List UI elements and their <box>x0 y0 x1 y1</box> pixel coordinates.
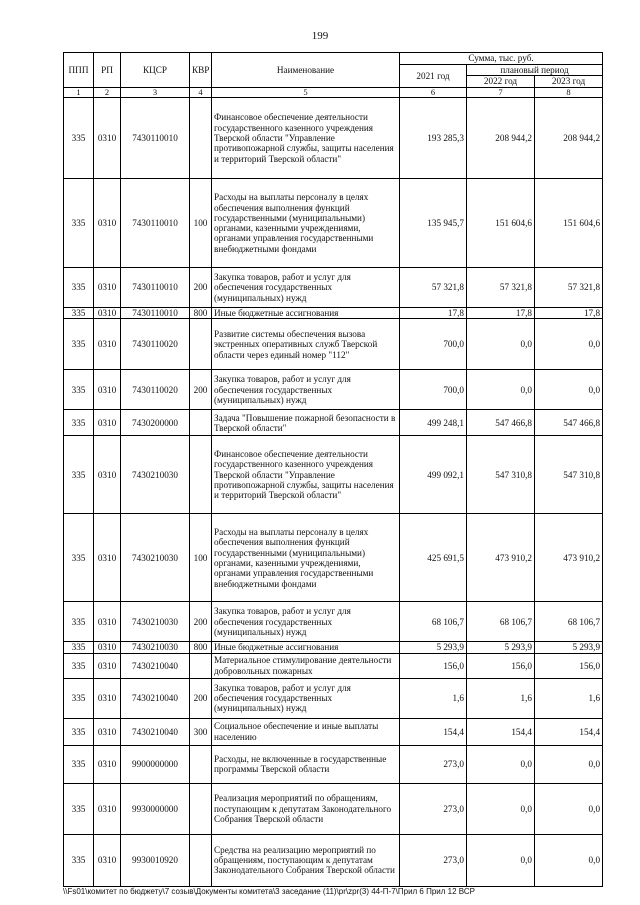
cell-2021: 273,0 <box>400 783 467 834</box>
cell-2022: 68 106,7 <box>467 602 535 642</box>
cell-name: Иные бюджетные ассигнования <box>212 642 400 653</box>
column-number-row <box>64 87 603 98</box>
table-row <box>64 678 603 718</box>
cell-ppp: 335 <box>64 514 94 602</box>
cell-2021: 154,4 <box>400 718 467 745</box>
table-row <box>64 98 603 179</box>
cell-ppp: 335 <box>64 718 94 745</box>
cell-ppp: 335 <box>64 308 94 319</box>
cell-2022: 547 310,8 <box>467 436 535 514</box>
cell-2022: 547 466,8 <box>467 410 535 436</box>
table-row <box>64 179 603 268</box>
table-row <box>64 514 603 602</box>
cell-2023: 0,0 <box>535 783 603 834</box>
cell-rp: 0310 <box>94 436 121 514</box>
cell-rp: 0310 <box>94 602 121 642</box>
table-row <box>64 745 603 783</box>
cell-rp: 0310 <box>94 410 121 436</box>
cell-2023: 68 106,7 <box>535 602 603 642</box>
cell-name: Средства на реализацию мероприятий по обращениям, поступающим к депутатам Законодательного Собрания Тверской области <box>212 834 400 886</box>
table-row <box>64 834 603 886</box>
header-year-2023: 2023 год <box>535 76 603 87</box>
header-kvr: КВР <box>190 53 212 88</box>
table-row <box>64 783 603 834</box>
cell-2021: 1,6 <box>400 678 467 718</box>
col-num: 6 <box>400 87 467 98</box>
cell-2022: 473 910,2 <box>467 514 535 602</box>
cell-2023: 547 310,8 <box>535 436 603 514</box>
cell-kvr <box>190 319 212 370</box>
cell-2023: 547 466,8 <box>535 410 603 436</box>
cell-kcsr: 7430110010 <box>121 179 190 268</box>
cell-2021: 193 285,3 <box>400 98 467 179</box>
cell-2023: 151 604,6 <box>535 179 603 268</box>
cell-2022: 208 944,2 <box>467 98 535 179</box>
cell-kcsr: 7430210040 <box>121 653 190 678</box>
cell-kvr <box>190 745 212 783</box>
header-sum: Сумма, тыс. руб. <box>400 53 603 65</box>
cell-2021: 700,0 <box>400 370 467 410</box>
cell-kcsr: 7430110010 <box>121 98 190 179</box>
cell-ppp: 335 <box>64 678 94 718</box>
cell-ppp: 335 <box>64 268 94 308</box>
cell-2021: 57 321,8 <box>400 268 467 308</box>
cell-name: Финансовое обеспечение деятельности государственного казенного учреждения Тверской области "Управление противопожарной службы, защиты населения и территорий Тверской области" <box>212 98 400 179</box>
cell-2023: 17,8 <box>535 308 603 319</box>
cell-2021: 499 248,1 <box>400 410 467 436</box>
cell-2023: 0,0 <box>535 834 603 886</box>
cell-kvr: 200 <box>190 602 212 642</box>
cell-name: Закупка товаров, работ и услуг для обеспечения государственных (муниципальных) нужд <box>212 678 400 718</box>
cell-name: Расходы на выплаты персоналу в целях обеспечения выполнения функций государственными (муниципальными) органами, казенными учреждениями, органами управления государственными внебюджетными фондами <box>212 179 400 268</box>
cell-rp: 0310 <box>94 653 121 678</box>
cell-name: Иные бюджетные ассигнования <box>212 308 400 319</box>
cell-kcsr: 7430210030 <box>121 642 190 653</box>
col-num: 3 <box>121 87 190 98</box>
cell-kvr: 300 <box>190 718 212 745</box>
table-row <box>64 268 603 308</box>
cell-ppp: 335 <box>64 783 94 834</box>
cell-2022: 0,0 <box>467 834 535 886</box>
table-row <box>64 308 603 319</box>
cell-2021: 17,8 <box>400 308 467 319</box>
budget-table <box>63 52 603 887</box>
cell-ppp: 335 <box>64 642 94 653</box>
cell-ppp: 335 <box>64 319 94 370</box>
cell-kcsr: 7430110020 <box>121 370 190 410</box>
table-row <box>64 602 603 642</box>
cell-ppp: 335 <box>64 745 94 783</box>
page-number: 199 <box>311 30 329 42</box>
cell-name: Финансовое обеспечение деятельности государственного казенного учреждения Тверской области "Управление противопожарной службы, защиты населения и территорий Тверской области" <box>212 436 400 514</box>
cell-2023: 1,6 <box>535 678 603 718</box>
cell-kcsr: 9900000000 <box>121 745 190 783</box>
cell-kvr: 100 <box>190 179 212 268</box>
cell-name: Материальное стимулирование деятельности добровольных пожарных <box>212 653 400 678</box>
cell-rp: 0310 <box>94 319 121 370</box>
cell-rp: 0310 <box>94 642 121 653</box>
cell-2023: 57 321,8 <box>535 268 603 308</box>
cell-2023: 473 910,2 <box>535 514 603 602</box>
cell-kcsr: 7430210030 <box>121 436 190 514</box>
cell-ppp: 335 <box>64 602 94 642</box>
cell-name: Закупка товаров, работ и услуг для обеспечения государственных (муниципальных) нужд <box>212 602 400 642</box>
cell-kcsr: 9930000000 <box>121 783 190 834</box>
header-year-2021: 2021 год <box>400 65 467 88</box>
cell-kvr: 200 <box>190 678 212 718</box>
cell-name: Задача "Повышение пожарной безопасности в Тверской области" <box>212 410 400 436</box>
cell-2022: 0,0 <box>467 745 535 783</box>
cell-2023: 154,4 <box>535 718 603 745</box>
cell-kcsr: 7430110010 <box>121 308 190 319</box>
cell-name: Расходы, не включенные в государственные программы Тверской области <box>212 745 400 783</box>
cell-ppp: 335 <box>64 179 94 268</box>
header-rp: РП <box>94 53 121 88</box>
col-num: 4 <box>190 87 212 98</box>
cell-kvr: 800 <box>190 642 212 653</box>
cell-kvr <box>190 98 212 179</box>
table-body <box>64 98 603 887</box>
table-row <box>64 410 603 436</box>
col-num: 2 <box>94 87 121 98</box>
header-ppp: ППП <box>64 53 94 88</box>
cell-ppp: 335 <box>64 410 94 436</box>
cell-2021: 425 691,5 <box>400 514 467 602</box>
cell-2023: 0,0 <box>535 370 603 410</box>
cell-2022: 17,8 <box>467 308 535 319</box>
cell-2021: 700,0 <box>400 319 467 370</box>
cell-rp: 0310 <box>94 783 121 834</box>
cell-name: Реализация мероприятий по обращениям, поступающим к депутатам Законодательного Собрания Тверской области <box>212 783 400 834</box>
cell-kvr: 200 <box>190 268 212 308</box>
cell-2022: 154,4 <box>467 718 535 745</box>
table-row <box>64 653 603 678</box>
table-row <box>64 370 603 410</box>
cell-2021: 135 945,7 <box>400 179 467 268</box>
cell-rp: 0310 <box>94 718 121 745</box>
cell-2022: 57 321,8 <box>467 268 535 308</box>
cell-kcsr: 7430200000 <box>121 410 190 436</box>
cell-2023: 5 293,9 <box>535 642 603 653</box>
cell-2022: 151 604,6 <box>467 179 535 268</box>
cell-name: Закупка товаров, работ и услуг для обеспечения государственных (муниципальных) нужд <box>212 370 400 410</box>
cell-2023: 208 944,2 <box>535 98 603 179</box>
table-row <box>64 642 603 653</box>
cell-2021: 273,0 <box>400 834 467 886</box>
cell-kcsr: 7430210030 <box>121 514 190 602</box>
cell-kvr <box>190 834 212 886</box>
header-year-2022: 2022 год <box>467 76 535 87</box>
header-kcsr: КЦСР <box>121 53 190 88</box>
cell-ppp: 335 <box>64 653 94 678</box>
cell-kcsr: 7430110010 <box>121 268 190 308</box>
cell-kcsr: 7430110020 <box>121 319 190 370</box>
cell-rp: 0310 <box>94 514 121 602</box>
cell-2021: 156,0 <box>400 653 467 678</box>
cell-ppp: 335 <box>64 436 94 514</box>
cell-kvr <box>190 436 212 514</box>
cell-kvr <box>190 410 212 436</box>
col-num: 8 <box>535 87 603 98</box>
col-num: 7 <box>467 87 535 98</box>
cell-rp: 0310 <box>94 308 121 319</box>
cell-kvr: 100 <box>190 514 212 602</box>
cell-rp: 0310 <box>94 268 121 308</box>
cell-ppp: 335 <box>64 834 94 886</box>
cell-2023: 156,0 <box>535 653 603 678</box>
cell-rp: 0310 <box>94 98 121 179</box>
cell-rp: 0310 <box>94 179 121 268</box>
cell-kcsr: 7430210030 <box>121 602 190 642</box>
cell-rp: 0310 <box>94 745 121 783</box>
cell-2022: 0,0 <box>467 783 535 834</box>
cell-2023: 0,0 <box>535 745 603 783</box>
cell-kvr <box>190 653 212 678</box>
cell-2022: 156,0 <box>467 653 535 678</box>
cell-2021: 273,0 <box>400 745 467 783</box>
cell-ppp: 335 <box>64 370 94 410</box>
cell-name: Закупка товаров, работ и услуг для обеспечения государственных (муниципальных) нужд <box>212 268 400 308</box>
cell-kvr: 800 <box>190 308 212 319</box>
cell-rp: 0310 <box>94 678 121 718</box>
cell-2022: 5 293,9 <box>467 642 535 653</box>
cell-rp: 0310 <box>94 834 121 886</box>
table-header <box>64 53 603 98</box>
cell-kcsr: 7430210040 <box>121 678 190 718</box>
cell-2023: 0,0 <box>535 319 603 370</box>
col-num: 5 <box>212 87 400 98</box>
table-row <box>64 319 603 370</box>
cell-name: Социальное обеспечение и иные выплаты населению <box>212 718 400 745</box>
cell-kcsr: 7430210040 <box>121 718 190 745</box>
table-row <box>64 436 603 514</box>
cell-kcsr: 9930010920 <box>121 834 190 886</box>
cell-name: Расходы на выплаты персоналу в целях обеспечения выполнения функций государственными (муниципальными) органами, казенными учреждениями, органами управления государственными внебюджетными фондами <box>212 514 400 602</box>
cell-2022: 0,0 <box>467 370 535 410</box>
cell-rp: 0310 <box>94 370 121 410</box>
table-row <box>64 718 603 745</box>
header-planned-period: плановый период <box>467 65 603 76</box>
cell-2021: 499 092,1 <box>400 436 467 514</box>
col-num: 1 <box>64 87 94 98</box>
cell-2021: 5 293,9 <box>400 642 467 653</box>
cell-2022: 0,0 <box>467 319 535 370</box>
header-name: Наименование <box>212 53 400 88</box>
cell-ppp: 335 <box>64 98 94 179</box>
footer-file-path: \\Fs01\комитет по бюджету\7 созыв\Документы комитета\3 заседание (11)\pr\zpr(3) 44-П-7\Прил 6 Прил 12 ВСР <box>63 887 475 896</box>
cell-name: Развитие системы обеспечения вызова экстренных оперативных служб Тверской области через единый номер "112" <box>212 319 400 370</box>
cell-kvr: 200 <box>190 370 212 410</box>
cell-2022: 1,6 <box>467 678 535 718</box>
cell-kvr <box>190 783 212 834</box>
cell-2021: 68 106,7 <box>400 602 467 642</box>
